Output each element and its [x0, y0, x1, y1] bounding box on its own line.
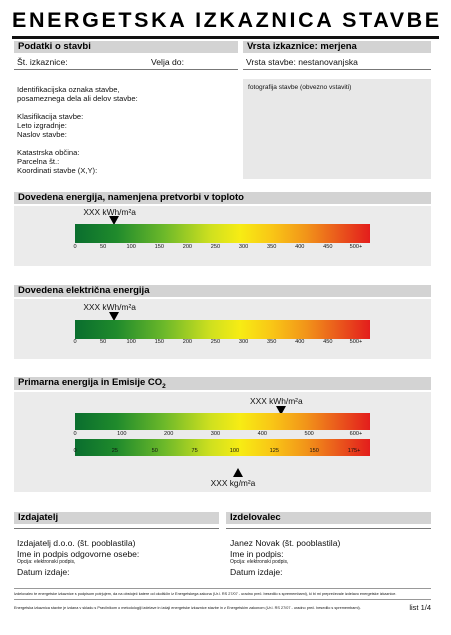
co2-subscript: 2 [162, 382, 166, 390]
classification-label: Klasifikacija stavbe: [17, 112, 84, 121]
divider [14, 528, 219, 529]
footer-divider [14, 599, 431, 600]
electric-energy-scale-bar [75, 320, 370, 339]
photo-note: fotografija stavbe (obvezno vstaviti) [248, 84, 352, 91]
scale-tick-label: 50 [99, 244, 107, 250]
heat-energy-header: Dovedena energija, namenjena pretvorbi v toploto [14, 192, 431, 204]
coordinates-label: Koordinati stavbe (X,Y): [17, 166, 98, 175]
emissions-scale-ticks [75, 447, 370, 456]
scale-tick-label: 0 [73, 244, 77, 250]
building-type-label: Vrsta stavbe: nestanovanjska [246, 57, 358, 67]
footer-statement: Izdelovalec te energetske izkaznice s podpisom potrjujem, da na obstoječ katere od okoliščin iz Energetskega zakona (Ur.l. RS 27/07 - uradno preč. besedilo s spremembami), ki bi mi preprečevale izdelavo energetske izkaznice. [14, 592, 397, 596]
divider [226, 528, 431, 529]
scale-tick-label: 50 [99, 339, 107, 345]
identification-label: Identifikacijska oznaka stavbe, [17, 85, 120, 94]
author-header: Izdelovalec [226, 512, 431, 524]
author-signature-label: Ime in podpis: [230, 549, 284, 559]
scale-tick-label: 100 [117, 431, 127, 437]
year-built-label: Leto izgradnje: [17, 121, 67, 130]
heat-energy-scale-bar [75, 224, 370, 243]
building-photo-placeholder[interactable] [243, 79, 431, 179]
primary-energy-scale-ticks [75, 430, 370, 439]
electric-energy-header: Dovedena električna energija [14, 285, 431, 297]
document-title: ENERGETSKA IZKAZNICA STAVBE [12, 8, 442, 32]
scale-tick-label: 300 [238, 244, 249, 250]
scale-tick-label: 50 [151, 448, 158, 454]
scale-tick-label: 400 [295, 339, 305, 345]
scale-tick-label: 600+ [349, 431, 363, 437]
scale-tick-label: 350 [266, 339, 277, 345]
electric-marker-label: XXX kWh/m²a [83, 302, 136, 312]
scale-tick-label: 0 [73, 339, 77, 345]
primary-energy-header-text: Primarna energija in Emisije CO [18, 377, 163, 388]
scale-tick-label: 300 [238, 339, 249, 345]
scale-tick-label: 150 [309, 448, 319, 454]
scale-tick-label: 400 [257, 431, 267, 437]
identification-label-cont: posameznega dela ali delov stavbe: [17, 94, 138, 103]
page-number: list 1/4 [409, 603, 431, 612]
heat-scale-ticks [75, 243, 370, 252]
scale-tick-label: 0 [73, 431, 77, 437]
scale-tick-label: 450 [323, 339, 333, 345]
scale-tick-label: 75 [191, 448, 198, 454]
issuer-signature-note: Opcija: elektronski podpis, [17, 559, 76, 565]
title-rule [12, 36, 439, 39]
primary-energy-marker-label: XXX kWh/m²a [250, 396, 303, 406]
certificate-number-label: Št. izkaznice: [17, 57, 68, 67]
issuer-date-label: Datum izdaje: [17, 567, 70, 577]
scale-tick-label: 500+ [349, 244, 363, 250]
scale-tick-label: 100 [229, 448, 240, 454]
scale-tick-label: 500 [304, 431, 314, 437]
scale-tick-label: 150 [154, 339, 164, 345]
divider [14, 69, 238, 70]
author-date-label: Datum izdaje: [230, 567, 283, 577]
author-signature-note: Opcija: elektronski podpis, [230, 559, 289, 565]
building-data-header: Podatki o stavbi [14, 41, 238, 53]
scale-tick-label: 500+ [349, 339, 363, 345]
scale-tick-label: 400 [295, 244, 305, 250]
primary-energy-header [14, 377, 431, 390]
scale-tick-label: 200 [163, 431, 174, 437]
scale-tick-label: 25 [111, 448, 118, 454]
footer-divider [14, 588, 431, 589]
issuer-name: Izdajatelj d.o.o. (št. pooblastila) [17, 538, 136, 548]
issuer-signature-label: Ime in podpis odgovorne osebe: [17, 549, 140, 559]
scale-tick-label: 0 [73, 448, 77, 454]
scale-tick-label: 125 [269, 448, 279, 454]
scale-tick-label: 175+ [347, 448, 361, 454]
scale-tick-label: 100 [126, 339, 136, 345]
scale-tick-label: 250 [210, 244, 221, 250]
scale-tick-label: 300 [210, 431, 221, 437]
emissions-marker-label: XXX kg/m²a [210, 478, 256, 488]
scale-tick-label: 150 [154, 244, 164, 250]
primary-energy-scale-bar [75, 413, 370, 430]
scale-tick-label: 250 [210, 339, 221, 345]
electric-scale-ticks [75, 338, 370, 347]
parcel-label: Parcelna št.: [17, 157, 60, 166]
scale-tick-label: 100 [126, 244, 136, 250]
issuer-header: Izdajatelj [14, 512, 219, 524]
valid-until-label: Velja do: [151, 57, 184, 67]
author-name: Janez Novak (št. pooblastila) [230, 538, 341, 548]
scale-tick-label: 350 [266, 244, 277, 250]
scale-tick-label: 200 [182, 244, 193, 250]
address-label: Naslov stavbe: [17, 130, 67, 139]
scale-tick-label: 450 [323, 244, 333, 250]
divider [243, 69, 431, 70]
cadastral-label: Katastrska občina: [17, 148, 80, 157]
certificate-type-header: Vrsta izkaznice: merjena [243, 41, 431, 53]
scale-tick-label: 200 [182, 339, 193, 345]
emissions-marker-up-icon [233, 468, 243, 477]
heat-marker-label: XXX kWh/m²a [83, 207, 136, 217]
footer-legal-note: Energetska izkaznica stavbe je izdana v skladu s Pravilnikom o metodologiji izdelave in izdaji energetske izkaznice stavbe in z Energetskim zakonom (Ur.l. RS 27/07 - uradno preč. besedilo s spremembami). [14, 606, 361, 610]
